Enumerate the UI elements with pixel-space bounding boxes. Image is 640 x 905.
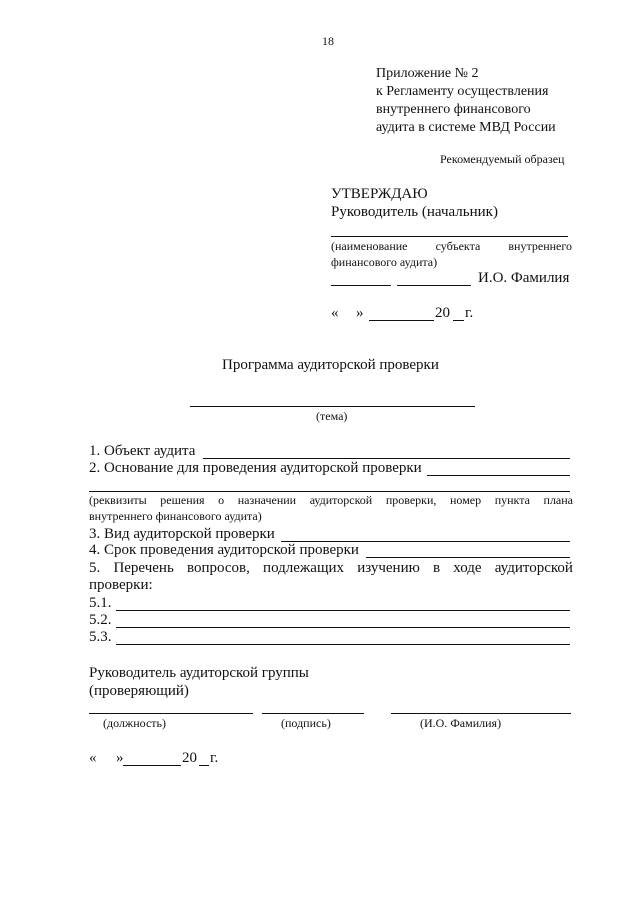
item-5-word: 5. [89,560,101,576]
item-5-word: Перечень [113,560,174,576]
signature-title-line-1: Руководитель аудиторской группы [89,665,309,681]
bottom-date-open-quote: « [89,750,97,766]
approve-date-month-line [369,320,434,321]
approve-note-line-1 [331,239,572,254]
name-caption: (И.О. Фамилия) [420,716,502,730]
approve-position: Руководитель (начальник) [331,204,498,220]
item-5-word: изучению [357,560,420,576]
requisites-caption-line-1 [89,493,573,508]
requisites-word: (реквизиты [89,493,147,507]
bottom-date-month-line [123,765,181,766]
approve-date-g: г. [465,305,474,321]
requisites-word: о [218,493,225,507]
approve-date-year-line [453,320,464,321]
item-5-line-1 [89,560,573,577]
requisites-caption-line-2: внутреннего финансового аудита) [89,509,262,523]
approve-note-word: (наименование [331,239,408,253]
signature-line [262,713,364,714]
item-2-line [427,475,570,476]
approve-note-line-2: финансового аудита) [331,255,438,269]
approve-name: И.О. Фамилия [478,270,570,286]
requisites-word: аудиторской [309,493,373,507]
approve-date-open-quote: « [331,305,339,321]
bottom-date-g: г. [210,750,219,766]
item-5-word: аудиторской [494,560,573,576]
position-caption: (должность) [103,716,166,730]
program-title: Программа аудиторской проверки [222,357,439,373]
subitem-5-3-label: 5.3. [89,629,112,645]
requisites-word: номер [450,493,482,507]
subitem-5-3-line [116,644,570,645]
subitem-5-1-line [116,610,570,611]
item-5-word: в [433,560,441,576]
appendix-line-2: к Регламенту осуществления [376,84,549,99]
requisites-word: решения [160,493,205,507]
item-1-label: 1. Объект аудита [89,443,196,459]
recommended-sample: Рекомендуемый образец [440,152,565,166]
subitem-5-2-label: 5.2. [89,612,112,628]
signature-title-line-2: (проверяющий) [89,683,189,699]
item-4-line [366,557,570,558]
item-5-word: ходе [453,560,482,576]
name-line [391,713,571,714]
item-5-word: подлежащих [263,560,345,576]
approve-date-year: 20 [435,305,450,321]
item-3-label: 3. Вид аудиторской проверки [89,526,275,542]
approve-title: УТВЕРЖДАЮ [331,186,428,202]
page-number: 18 [322,34,334,48]
bottom-date-year-line [199,765,209,766]
item-2-label: 2. Основание для проведения аудиторской проверки [89,460,422,476]
approve-note-word: внутреннего [508,239,572,253]
topic-caption: (тема) [316,409,348,423]
topic-line [190,406,475,407]
approve-note-word: субъекта [435,239,481,253]
item-1-line [203,458,570,459]
item-5-line-2: проверки: [89,577,153,593]
bottom-date-year: 20 [182,750,197,766]
requisites-line [89,491,570,492]
approve-org-line [331,236,568,237]
approve-sign-line [331,285,391,286]
requisites-word: назначении [237,493,297,507]
requisites-word: пункта [494,493,530,507]
subitem-5-1-label: 5.1. [89,595,112,611]
subitem-5-2-line [116,627,570,628]
appendix-line-3: внутреннего финансового [376,102,531,117]
item-5-word: вопросов, [186,560,250,576]
appendix-line-1: Приложение № 2 [376,66,479,81]
approve-sign-line-2 [397,285,471,286]
signature-caption: (подпись) [281,716,331,730]
requisites-word: проверки, [385,493,437,507]
position-line [89,713,253,714]
bottom-date-close-quote: » [116,750,124,766]
approve-date-close-quote: » [356,305,364,321]
requisites-word: плана [543,493,573,507]
item-4-label: 4. Срок проведения аудиторской проверки [89,542,359,558]
appendix-line-4: аудита в системе МВД России [376,120,556,135]
